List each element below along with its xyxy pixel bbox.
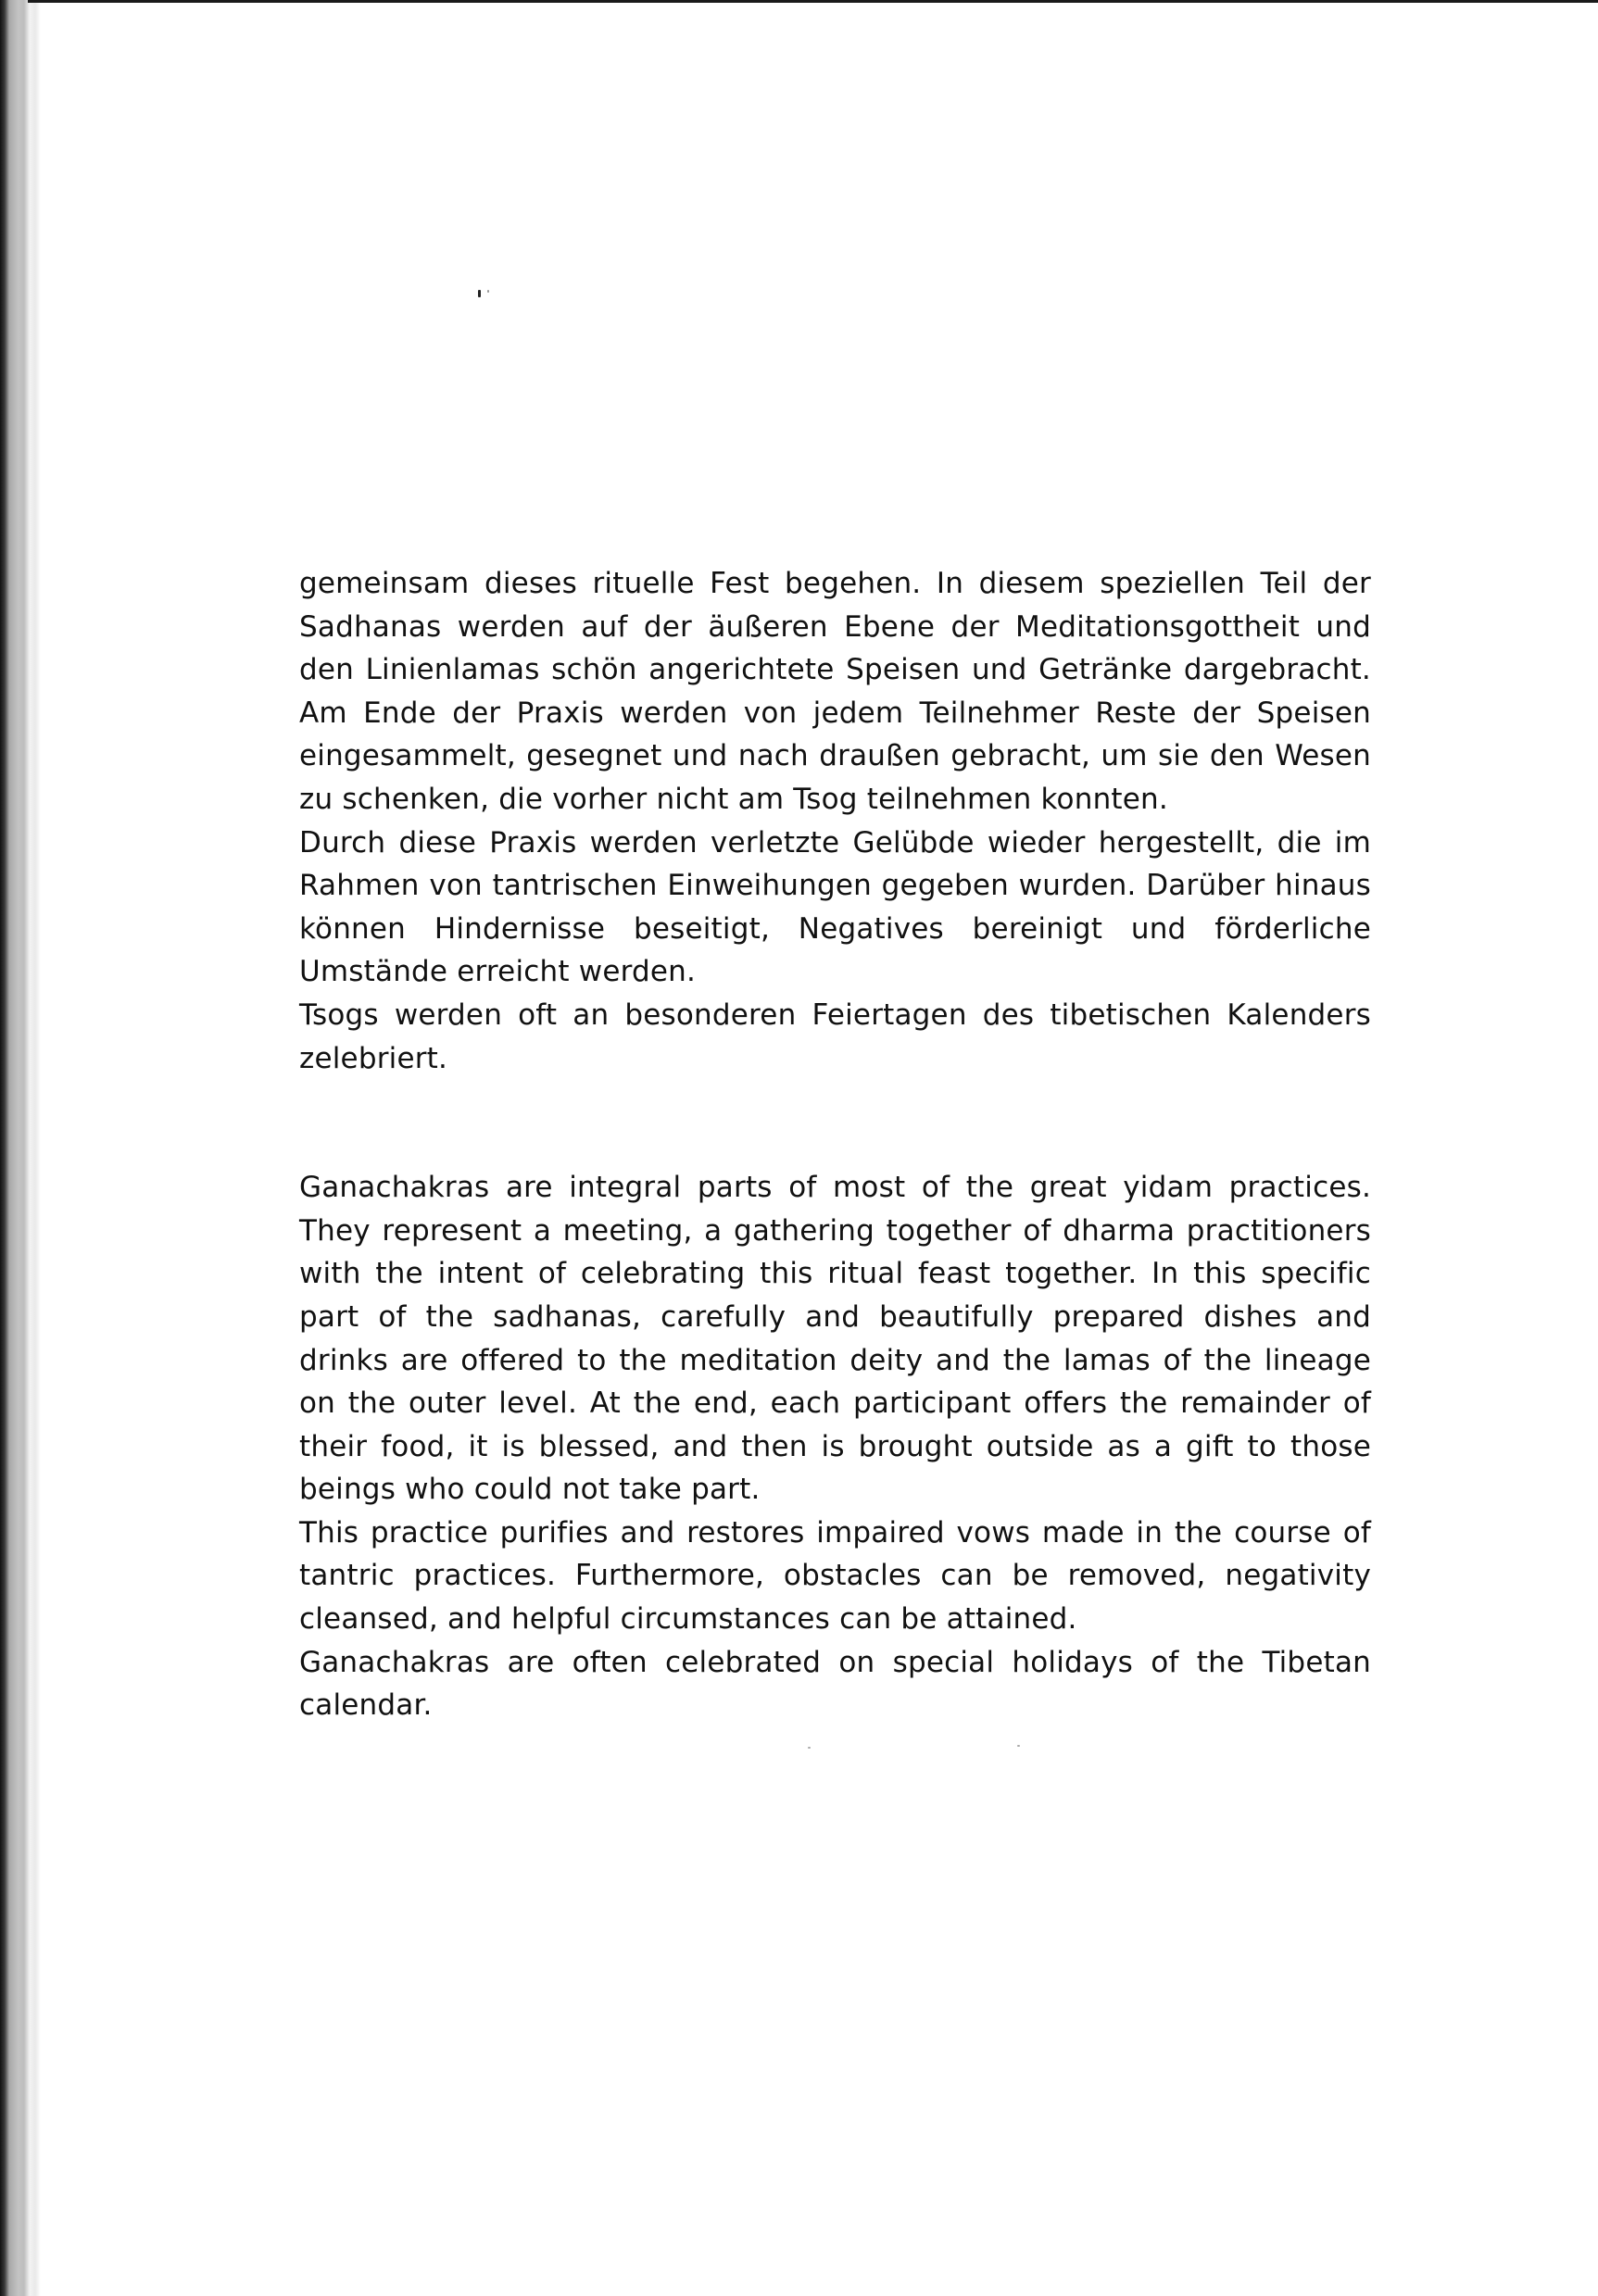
scan-speck: [1017, 1745, 1020, 1747]
scan-speck: [808, 1747, 811, 1749]
german-paragraph: Durch diese Praxis werden verletzte Gelübde wieder hergestellt, die im Rahmen von tantrischen Einweihungen gegeben wurden. Darüber hinaus können Hindernisse beseitigt, Negatives bereinigt und förderliche Umstände erreicht werden.: [299, 825, 1371, 989]
german-paragraph: gemeinsam dieses rituelle Fest begehen. In diesem speziellen Teil der Sadhanas werden auf der äußeren Ebene der Meditationsgottheit und den Linienlamas schön angerichtete Speisen und Getränke dargebracht. Am Ende der Praxis werden von jedem Teilnehmer Reste der Speisen eingesammelt, gesegnet und nach draußen gebracht, um sie den Wesen zu schenken, die vorher nicht am Tsog teilnehmen konnten.: [299, 567, 1371, 816]
english-paragraph: Ganachakras are integral parts of most of the great yidam practices. They represent a meeting, a gathering together of dharma practitioners with the intent of celebrating this ritual feast together. In this specific part of the sadhanas, carefully and beautifully prepared dishes and drinks are offered to the meditation deity and the lamas of the lineage on the outer level. At the end, each participant offers the remainder of their food, it is blessed, and then is brought outside as a gift to those beings who could not take part.: [299, 1171, 1371, 1507]
english-section: [299, 1166, 1371, 1727]
german-section: [299, 562, 1371, 1080]
german-paragraph: Tsogs werden oft an besonderen Feiertagen des tibetischen Kalenders zelebriert.: [299, 997, 1371, 1075]
english-paragraph: This practice purifies and restores impaired vows made in the course of tantric practices. Furthermore, obstacles can be removed, negativity cleansed, and helpful circumstances can be attained.: [299, 1515, 1371, 1637]
scan-left-edge: [0, 0, 41, 2296]
scan-speck: [478, 290, 481, 297]
section-gap: [299, 1080, 1371, 1166]
document-body: [299, 562, 1371, 1727]
english-paragraph: Ganachakras are often celebrated on special holidays of the Tibetan calendar.: [299, 1645, 1371, 1723]
scan-top-edge: [28, 0, 1598, 3]
scan-speck: [487, 290, 489, 293]
